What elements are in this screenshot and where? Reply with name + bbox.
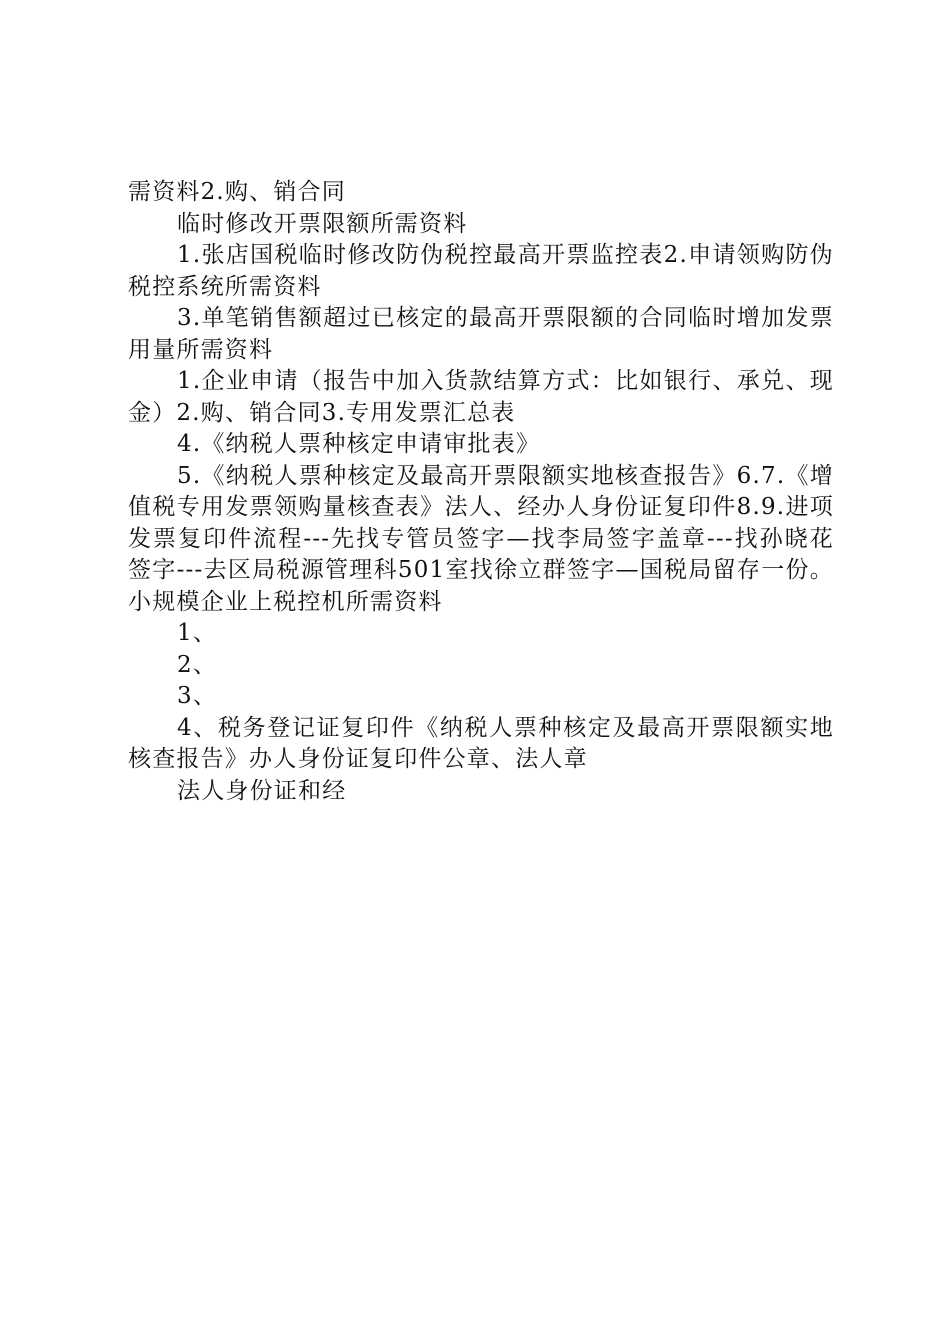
paragraph-12: 法人身份证和经 [177, 777, 347, 804]
paragraph-3: 1.张店国税临时修改防伪税控最高开票监控表2.申请领购防伪税控系统所需资料 [128, 242, 834, 300]
paragraph-1: 需资料2.购、销合同 [128, 179, 346, 205]
paragraph-8: 1、 [177, 620, 218, 646]
paragraph-4: 3.单笔销售额超过已核定的最高开票限额的合同临时增加发票用量所需资料 [128, 305, 834, 363]
paragraph-11: 4、税务登记证复印件《纳税人票种核定及最高开票限额实地核查报告》办人身份证复印件公章、法人章 [128, 714, 834, 772]
paragraph-5: 1.企业申请（报告中加入货款结算方式：比如银行、承兑、现金）2.购、销合同3.专用发票汇总表 [128, 368, 834, 426]
paragraph-7: 5.《纳税人票种核定及最高开票限额实地核查报告》6.7.《增值税专用发票领购量核查表》法人、经办人身份证复印件8.9.进项发票复印件流程---先找专管员签字—找李局签字盖章---找孙晓花签字---去区局税源管理科501室找徐立群签字—国税局留存一份。小规模企业上税控机所需资料 [128, 462, 834, 615]
paragraph-2: 临时修改开票限额所需资料 [177, 210, 468, 237]
paragraph-10: 3、 [177, 683, 218, 709]
paragraph-9: 2、 [177, 651, 218, 678]
paragraph-6: 4.《纳税人票种核定申请审批表》 [177, 431, 541, 457]
document-body [128, 177, 834, 807]
